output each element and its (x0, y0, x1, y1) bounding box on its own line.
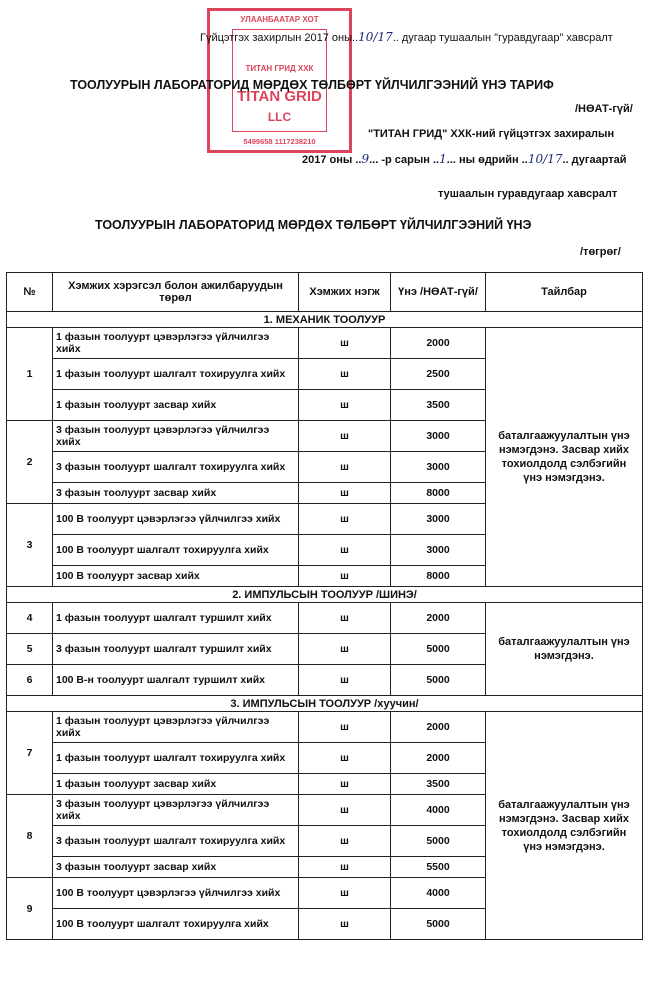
row-unit: ш (299, 795, 391, 826)
header-line-1-post: дугаар тушаалын "гуравдугаар" хавсралт (401, 32, 613, 44)
row-name: 100 В тоолуурт цэвэрлэгээ үйлчилгээ хийх (53, 878, 299, 909)
row-number: 3 (7, 504, 53, 587)
row-name: 1 фазын тоолуурт шалгалт туршилт хийх (53, 603, 299, 634)
row-unit: ш (299, 566, 391, 587)
row-name: 3 фазын тоолуурт шалгалт туршилт хийх (53, 634, 299, 665)
section-row (7, 312, 643, 328)
row-unit: ш (299, 743, 391, 774)
section-title: 3. ИМПУЛЬСЫН ТООЛУУР /хуучин/ (7, 696, 643, 712)
header-note: Тайлбар (486, 273, 643, 312)
handwritten-number: 10/17 (527, 152, 563, 166)
row-unit: ш (299, 483, 391, 504)
tariff-title: ТООЛУУРЫН ЛАБОРАТОРИД МӨРДӨХ ТӨЛБӨРТ ҮЙЛЧИЛГЭЭНИЙ ҮНЭ ТАРИФ (70, 78, 554, 92)
row-price: 5000 (391, 665, 486, 696)
row-name: 3 фазын тоолуурт шалгалт тохируулга хийх (53, 452, 299, 483)
row-number: 7 (7, 712, 53, 795)
row-price: 4000 (391, 795, 486, 826)
stamp-company-latin: TITAN GRID (237, 88, 322, 105)
section-row (7, 587, 643, 603)
order-date-line: 2017 оны ..9... -р сарын ..1... ны өдрийн ..10/17.. дугаартай (302, 152, 627, 166)
row-name: 100 В тоолуурт засвар хийх (53, 566, 299, 587)
note-cell: баталгаажуулалтын үнэ нэмэгдэнэ. Засвар хийх тохиолдолд сэлбэгийн үнэ нэмэгдэнэ. (486, 712, 643, 940)
table-row (7, 603, 643, 634)
date-number-label: дугаартай (571, 154, 627, 166)
row-name: 3 фазын тоолуурт цэвэрлэгээ үйлчилгээ хийх (53, 421, 299, 452)
row-number: 5 (7, 634, 53, 665)
currency-unit: /төгрөг/ (580, 246, 621, 258)
row-price: 3000 (391, 452, 486, 483)
row-price: 3500 (391, 774, 486, 795)
row-price: 5000 (391, 634, 486, 665)
row-number: 6 (7, 665, 53, 696)
date-day-label: ны өдрийн (459, 154, 519, 166)
date-month-label: -р сарын (381, 154, 430, 166)
row-name: 3 фазын тоолуурт шалгалт тохируулга хийх (53, 826, 299, 857)
stamp-numbers: 5499658 1117238210 (243, 137, 316, 146)
section-title: 1. МЕХАНИК ТООЛУУР (7, 312, 643, 328)
company-director-line: "ТИТАН ГРИД" ХХК-ний гүйцэтгэх захиралын (368, 128, 615, 140)
header-price: Үнэ /НӨАТ-гүй/ (391, 273, 486, 312)
row-name: 1 фазын тоолуурт шалгалт тохируулга хийх (53, 359, 299, 390)
row-price: 8000 (391, 566, 486, 587)
row-name: 3 фазын тоолуурт засвар хийх (53, 857, 299, 878)
section-row (7, 696, 643, 712)
row-unit: ш (299, 504, 391, 535)
row-price: 3000 (391, 421, 486, 452)
row-price: 3000 (391, 535, 486, 566)
row-price: 3000 (391, 504, 486, 535)
tariff-unit: /НӨАТ-гүй/ (575, 103, 633, 115)
row-number: 4 (7, 603, 53, 634)
price-table (6, 272, 643, 940)
main-title: ТООЛУУРЫН ЛАБОРАТОРИД МӨРДӨХ ТӨЛБӨРТ ҮЙЛЧИЛГЭЭНИЙ ҮНЭ (95, 218, 532, 232)
row-price: 5000 (391, 826, 486, 857)
row-price: 5000 (391, 909, 486, 940)
handwritten-day: 1 (439, 152, 447, 166)
row-name: 100 В тоолуурт шалгалт тохируулга хийх (53, 909, 299, 940)
row-number: 1 (7, 328, 53, 421)
row-name: 1 фазын тоолуурт цэвэрлэгээ үйлчилгээ хийх (53, 328, 299, 359)
table-row (7, 328, 643, 359)
handwritten-order-number: 10/17 (358, 30, 393, 44)
header-unit: Хэмжих нэгж (299, 273, 391, 312)
row-number: 9 (7, 878, 53, 940)
row-unit: ш (299, 774, 391, 795)
row-price: 4000 (391, 878, 486, 909)
row-unit: ш (299, 665, 391, 696)
row-unit: ш (299, 359, 391, 390)
stamp-company-cyrillic: ТИТАН ГРИД ХХК (245, 64, 314, 73)
row-price: 2500 (391, 359, 486, 390)
row-name: 100 В-н тоолуурт шалгалт туршилт хийх (53, 665, 299, 696)
note-cell: баталгаажуулалтын үнэ нэмэгдэнэ. (486, 603, 643, 696)
date-year-label: 2017 оны (302, 154, 353, 166)
row-price: 2000 (391, 712, 486, 743)
row-name: 3 фазын тоолуурт засвар хийх (53, 483, 299, 504)
row-number: 8 (7, 795, 53, 878)
row-price: 5500 (391, 857, 486, 878)
header-num: № (7, 273, 53, 312)
row-unit: ш (299, 328, 391, 359)
row-unit: ш (299, 535, 391, 566)
table-row (7, 712, 643, 743)
note-cell: баталгаажуулалтын үнэ нэмэгдэнэ. Засвар хийх тохиолдолд сэлбэгийн үнэ нэмэгдэнэ. (486, 328, 643, 587)
row-price: 8000 (391, 483, 486, 504)
row-unit: ш (299, 712, 391, 743)
header-name: Хэмжих хэрэгсэл болон ажилбаруудын төрөл (53, 273, 299, 312)
row-unit: ш (299, 603, 391, 634)
row-name: 1 фазын тоолуурт засвар хийх (53, 774, 299, 795)
row-unit: ш (299, 878, 391, 909)
header-line-1: Гүйцэтгэх захирлын 2017 оны..10/17.. дугаар тушаалын "гуравдугаар" хавсралт (200, 30, 613, 44)
row-unit: ш (299, 857, 391, 878)
stamp-company-llc: LLC (267, 110, 292, 124)
row-name: 1 фазын тоолуурт шалгалт тохируулга хийх (53, 743, 299, 774)
row-name: 100 В тоолуурт цэвэрлэгээ үйлчилгээ хийх (53, 504, 299, 535)
row-name: 3 фазын тоолуурт цэвэрлэгээ үйлчилгээ хийх (53, 795, 299, 826)
handwritten-month: 9 (361, 152, 370, 166)
row-name: 1 фазын тоолуурт засвар хийх (53, 390, 299, 421)
row-price: 2000 (391, 603, 486, 634)
row-price: 3500 (391, 390, 486, 421)
row-price: 2000 (391, 328, 486, 359)
row-unit: ш (299, 421, 391, 452)
row-number: 2 (7, 421, 53, 504)
row-name: 1 фазын тоолуурт цэвэрлэгээ үйлчилгээ хийх (53, 712, 299, 743)
row-price: 2000 (391, 743, 486, 774)
row-unit: ш (299, 634, 391, 665)
row-unit: ш (299, 909, 391, 940)
appendix-line: тушаалын гуравдугаар хавсралт (438, 188, 618, 200)
table-header-row (7, 273, 643, 312)
header-line-1-pre: Гүйцэтгэх захирлын 2017 оны (200, 32, 352, 44)
row-unit: ш (299, 452, 391, 483)
row-unit: ш (299, 390, 391, 421)
section-title: 2. ИМПУЛЬСЫН ТООЛУУР /ШИНЭ/ (7, 587, 643, 603)
row-name: 100 В тоолуурт шалгалт тохируулга хийх (53, 535, 299, 566)
row-unit: ш (299, 826, 391, 857)
stamp-city: УЛААНБААТАР ХОТ (240, 15, 319, 24)
